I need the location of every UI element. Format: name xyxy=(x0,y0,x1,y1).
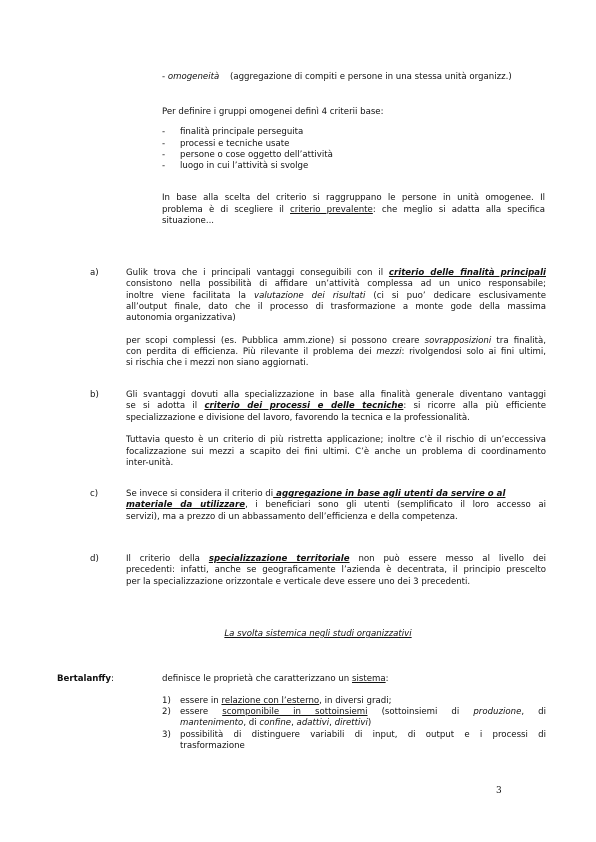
paragraph-line: se si adotta il criterio dei processi e delle tecniche: si ricorre alla più efficiente xyxy=(126,401,546,411)
paragraph-line: specializzazione e divisione del lavoro, favorendo la tecnica e la professionalità. xyxy=(126,413,470,423)
criterio-utenti: aggregazione in base agli utenti da servire o al xyxy=(273,489,506,499)
section-label: c) xyxy=(90,489,99,499)
section-label: a) xyxy=(90,268,99,278)
section-label: b) xyxy=(90,390,99,400)
criterio-materiale: materiale da utilizzare xyxy=(126,500,246,510)
paragraph-line: con perdita di efficienza. Più rilevante il problema dei mezzi: rivolgendosi solo ai fini ultimi, xyxy=(126,347,547,357)
paragraph-line: focalizzazione sui mezzi a scapito dei fini ultimi. C’è anche un problema di coordinamento xyxy=(126,447,546,457)
paragraph-line: Gli svantaggi dovuti alla specializzazione in base alla finalità generale diventano vantaggi xyxy=(126,390,546,400)
omogeneita-line: - omogeneità (aggregazione di compiti e persone in una stessa unità organizz.) xyxy=(162,72,512,82)
criterio-processi: criterio dei processi e delle tecniche xyxy=(204,401,404,411)
paragraph-line: problema è di scegliere il criterio prevalente: che meglio si adatta alla specifica xyxy=(162,205,546,215)
bert-intro: definisce le proprietà che caratterizzano un sistema: xyxy=(162,674,389,684)
list-item-text: finalità principale perseguita xyxy=(180,127,304,137)
paragraph-line: situazione... xyxy=(162,216,215,226)
paragraph-line: precedenti: infatti, anche se geograficamente l’azienda è decentrata, il principio prescelto xyxy=(126,565,546,575)
list-item-text: processi e tecniche usate xyxy=(180,139,290,149)
list-bullet: - xyxy=(162,150,166,160)
paragraph-line: si rischia che i mezzi non siano aggiornati. xyxy=(126,358,309,368)
paragraph-line: Il criterio della specializzazione territoriale non può essere messo al livello dei xyxy=(126,554,547,564)
paragraph-line: all’output finale, dato che il processo di trasformazione a monte gode della massima xyxy=(126,302,546,312)
criteri-intro: Per definire i gruppi omogenei definì 4 criterii base: xyxy=(162,107,384,117)
paragraph-line: per scopi complessi (es. Pubblica amm.zione) si possono creare sovrapposizioni tra finalità, xyxy=(126,336,547,346)
paragraph-line: servizi), ma a prezzo di un abbassamento dell’efficienza e della competenza. xyxy=(126,512,458,522)
list-number: 1) xyxy=(162,696,171,706)
paragraph-line: In base alla scelta del criterio si raggruppano le persone in unità omogenee. Il xyxy=(162,193,545,203)
criterio-finalita: criterio delle finalità principali xyxy=(388,268,546,278)
list-bullet: - xyxy=(162,127,166,137)
omogeneita-term: omogeneità xyxy=(167,72,220,82)
criterio-territoriale: specializzazione territoriale xyxy=(208,554,350,564)
list-item-text: persone o cose oggetto dell’attività xyxy=(180,150,333,160)
page-number: 3 xyxy=(496,786,502,796)
paragraph-line: Gulik trova che i principali vantaggi conseguibili con il criterio delle finalità principali xyxy=(126,268,546,278)
author-name: Bertalanffy xyxy=(57,674,111,684)
list-bullet: - xyxy=(162,139,166,149)
list-item-continuation: trasformazione xyxy=(180,741,245,751)
criterio-prevalente: criterio prevalente xyxy=(290,205,373,215)
section-title: La svolta sistemica negli studi organizzativi xyxy=(224,629,412,639)
paragraph-line: inoltre viene facilitata la valutazione dei risultati (ci si puo’ dedicare esclusivamente xyxy=(126,291,547,301)
sistema-term: sistema xyxy=(351,674,386,684)
paragraph-line: Tuttavia questo è un criterio di più ristretta applicazione; inoltre c’è il rischio di un’eccessiva xyxy=(126,435,546,445)
paragraph-line: materiale da utilizzare, i beneficiari sono gli utenti (semplificato il loro accesso ai xyxy=(126,500,546,510)
omogeneita-desc: (aggregazione di compiti e persone in una stessa unità organizz.) xyxy=(229,72,512,82)
list-bullet: - xyxy=(162,161,166,171)
list-item-text: luogo in cui l’attività si svolge xyxy=(180,161,309,171)
paragraph-line: autonomia organizzativa) xyxy=(126,313,236,323)
paragraph-line: Se invece si considera il criterio di aggregazione in base agli utenti da servire o al xyxy=(126,489,506,499)
list-number: 3) xyxy=(162,730,171,740)
paragraph-line: per la specializzazione orizzontale e verticale deve essere uno dei 3 precedenti. xyxy=(126,577,471,587)
list-item-continuation: mantenimento, di confine, adattivi, direttivi) xyxy=(180,718,372,728)
paragraph-line: inter-unità. xyxy=(126,458,174,468)
section-label: d) xyxy=(90,554,99,564)
author-label: Bertalanffy: xyxy=(57,674,114,684)
list-number: 2) xyxy=(162,707,171,717)
paragraph-line: consistono nella possibilità di affidare un’attività complessa ad un unico responsabile; xyxy=(126,279,546,289)
